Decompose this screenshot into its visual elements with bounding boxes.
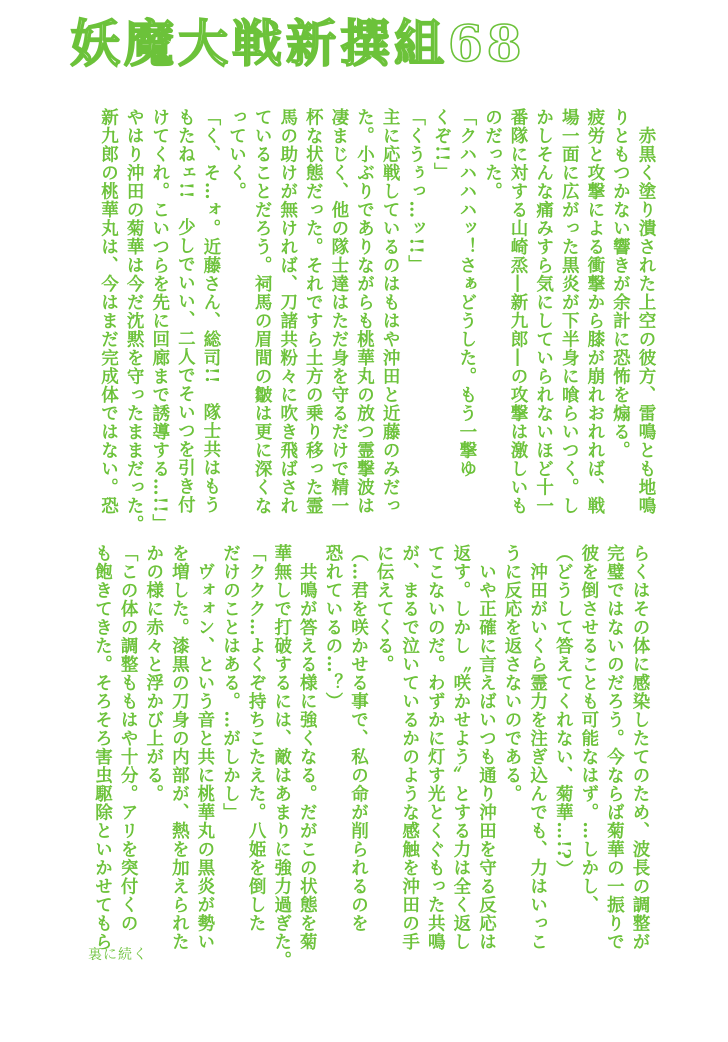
text-line: 共鳴が答える様に強くなる。だがこの状態を菊 (297, 544, 318, 951)
text-line: らくはその体に感染したてのため、波長の調整が (630, 544, 650, 951)
text-line: に伝えてくる。 (374, 544, 395, 674)
text-line: 凄まじく、他の隊士達はただ身を守るだけで精一 (328, 108, 349, 515)
text-line: 沖田がいくら霊力を注ぎ込んでも、力はいっこ (527, 544, 548, 951)
text-line: くぞ!!」 (431, 108, 452, 181)
text-block-upper (78, 108, 658, 534)
text-line: 馬の助けが無ければ、刀諸共粉々に吹き飛ばされ (277, 108, 298, 515)
text-line: もたねェ!! 少しでいい、二人でそいつを引き付 (175, 108, 196, 514)
text-line: りともつかない響きが余計に恐怖を煽る。 (610, 108, 631, 460)
text-line: 主に応戦しているのはもはや沖田と近藤のみだっ (380, 108, 401, 515)
text-line: だけのことはある。…がしかし」 (220, 544, 241, 822)
text-line: 「クハハハハッ！さぁどうした。もう一撃ゆ (456, 108, 477, 478)
continued-note: 裏に続く (88, 947, 148, 963)
text-line: も飽きてきた。そろそろ害虫駆除といかせてもら (92, 544, 113, 951)
text-line: のだった。 (482, 108, 503, 201)
text-line: 「ククク…よくぞ持ちこたえた。八姫を倒した (246, 544, 267, 933)
text-line: ヴォォン、という音と共に桃華丸の黒炎が勢い (194, 544, 215, 951)
page-title: 妖魔大戦新撰組68 (70, 14, 526, 73)
text-line: 杯な状態だった。それですら土方の乗り移った霊 (303, 108, 324, 515)
text-line: やはり沖田の菊華は今だ沈黙を守ったままだった。 (124, 108, 145, 534)
text-line: （どうして答えてくれない、菊華…!?） (553, 544, 574, 879)
text-line: 番隊に対する山崎烝―新九郎―の攻撃は激しいも (508, 108, 529, 515)
text-line: っていく。 (226, 108, 247, 201)
text-line: 赤黒く塗り潰された上空の彼方、雷鳴とも地鳴 (636, 108, 656, 515)
text-line: うに反応を返さないのである。 (502, 544, 523, 803)
text-line: てこないのだ。わずかに灯す光とくぐもった共鳴 (425, 544, 446, 951)
text-line: 「この体の調整ももはや十分。アリを突付くの (118, 544, 139, 933)
text-line: 場一面に広がった黒炎が下半身に喰らいつく。し (559, 108, 580, 515)
text-line: 「く、そ…ォ。近藤さん、総司!! 隊士共はもう (200, 108, 221, 514)
text-line: ていることだろう。祠馬の眉間の皺は更に深くな (252, 108, 273, 515)
text-line: を増した。漆黒の刀身の内部が、熱を加えられた (169, 544, 190, 951)
text-line: かしそんな痛みすら気にしていられないほど十一 (533, 108, 554, 515)
text-line: 彼を倒させることも可能なはず。…しかし、 (578, 544, 599, 914)
text-line: 完璧ではないのだろう。今ならば菊華の一振りで (604, 544, 625, 951)
text-line: かの様に赤々と浮かび上がる。 (143, 544, 164, 803)
text-line: いや正確に言えばいつも通り沖田を守る反応は (476, 544, 497, 951)
text-line: 恐れているの…？） (322, 544, 343, 711)
text-line: 返す。しかし〝咲かせよう〟とする力は全く返し (450, 544, 471, 951)
text-line: た。小ぶりでありながらも桃華丸の放つ霊撃波は (354, 108, 375, 515)
text-line: 華無しで打破するには、敵はあまりに強力過ぎた。 (271, 544, 292, 970)
text-line: 「くうぅっ…ッ!!」 (405, 108, 426, 274)
text-line: けてくれ。こいつらを先に回廊まで誘導する…!!」 (149, 108, 170, 533)
text-line: 疲労と攻撃による衝撃から膝が崩れおれれば、戦 (584, 108, 605, 515)
text-line: 新九郎の桃華丸は、今はまだ完成体ではない。恐 (98, 108, 119, 515)
text-line: が、まるで泣いているかのような感触を沖田の手 (399, 544, 420, 951)
text-line: （…君を咲かせる事で、私の命が削られるのを (348, 544, 369, 933)
